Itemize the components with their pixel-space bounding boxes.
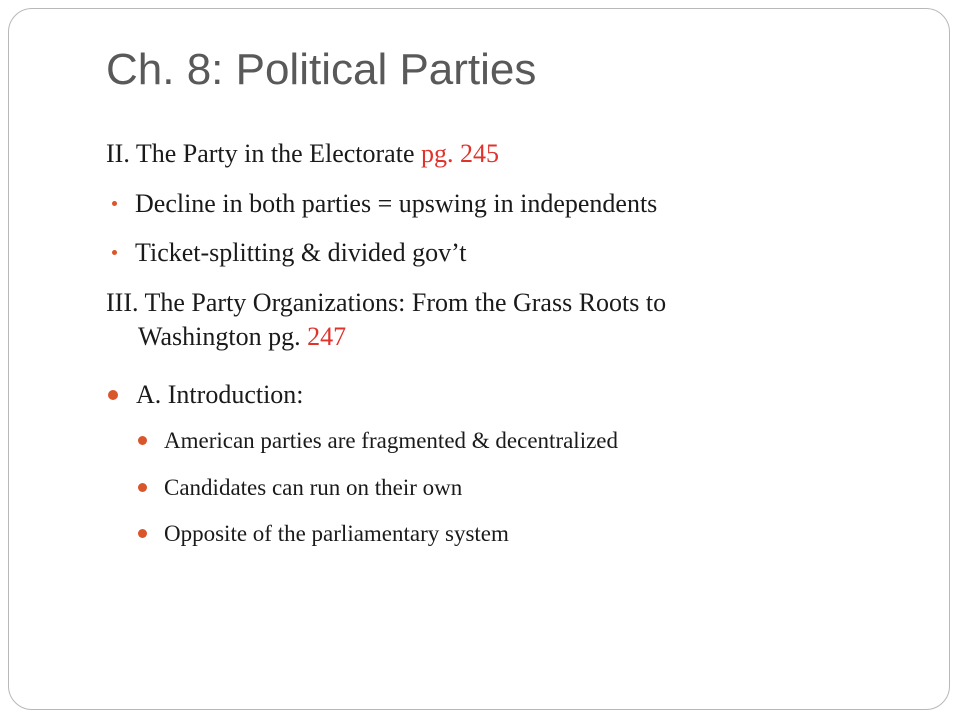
- bullet-dot-icon: [138, 436, 147, 445]
- sub-bullet-fragmented: [164, 426, 618, 456]
- bullet-dot-icon: [112, 201, 117, 206]
- slide-title: Ch. 8: Political Parties: [106, 45, 537, 94]
- section-2-text: The Party in the Electorate: [135, 139, 415, 168]
- bullet-dot-icon: [108, 390, 118, 400]
- section-3-line-1: The Party Organizations: From the Grass Roots to: [144, 288, 667, 317]
- sub-bullet-text: Candidates can run on their own: [164, 475, 463, 500]
- bullet-item-ticket-splitting: [135, 236, 467, 270]
- bullet-text: Ticket-splitting & divided gov’t: [135, 238, 467, 267]
- bullet-dot-icon: [112, 250, 117, 255]
- section-2-heading: [106, 137, 499, 171]
- sub-bullet-text: Opposite of the parliamentary system: [164, 521, 509, 546]
- sub-bullet-text: American parties are fragmented & decentralized: [164, 428, 619, 453]
- section-3-number: III.: [106, 288, 139, 317]
- section-2-number: II.: [106, 139, 130, 168]
- subsection-a-text: A. Introduction:: [136, 380, 304, 409]
- bullet-dot-icon: [138, 529, 147, 538]
- section-3-heading: [106, 286, 666, 354]
- bullet-item-decline: [135, 187, 657, 221]
- bullet-dot-icon: [138, 483, 147, 492]
- section-3-page-ref: 247: [307, 322, 347, 351]
- section-3-line-2: Washington pg.: [138, 322, 301, 351]
- subsection-a-introduction: [136, 378, 304, 412]
- sub-bullet-candidates: [164, 473, 462, 503]
- bullet-text: Decline in both parties = upswing in independents: [135, 189, 658, 218]
- slide-frame: [8, 8, 950, 710]
- sub-bullet-parliamentary: [164, 519, 509, 549]
- section-2-page-ref: pg. 245: [421, 139, 499, 168]
